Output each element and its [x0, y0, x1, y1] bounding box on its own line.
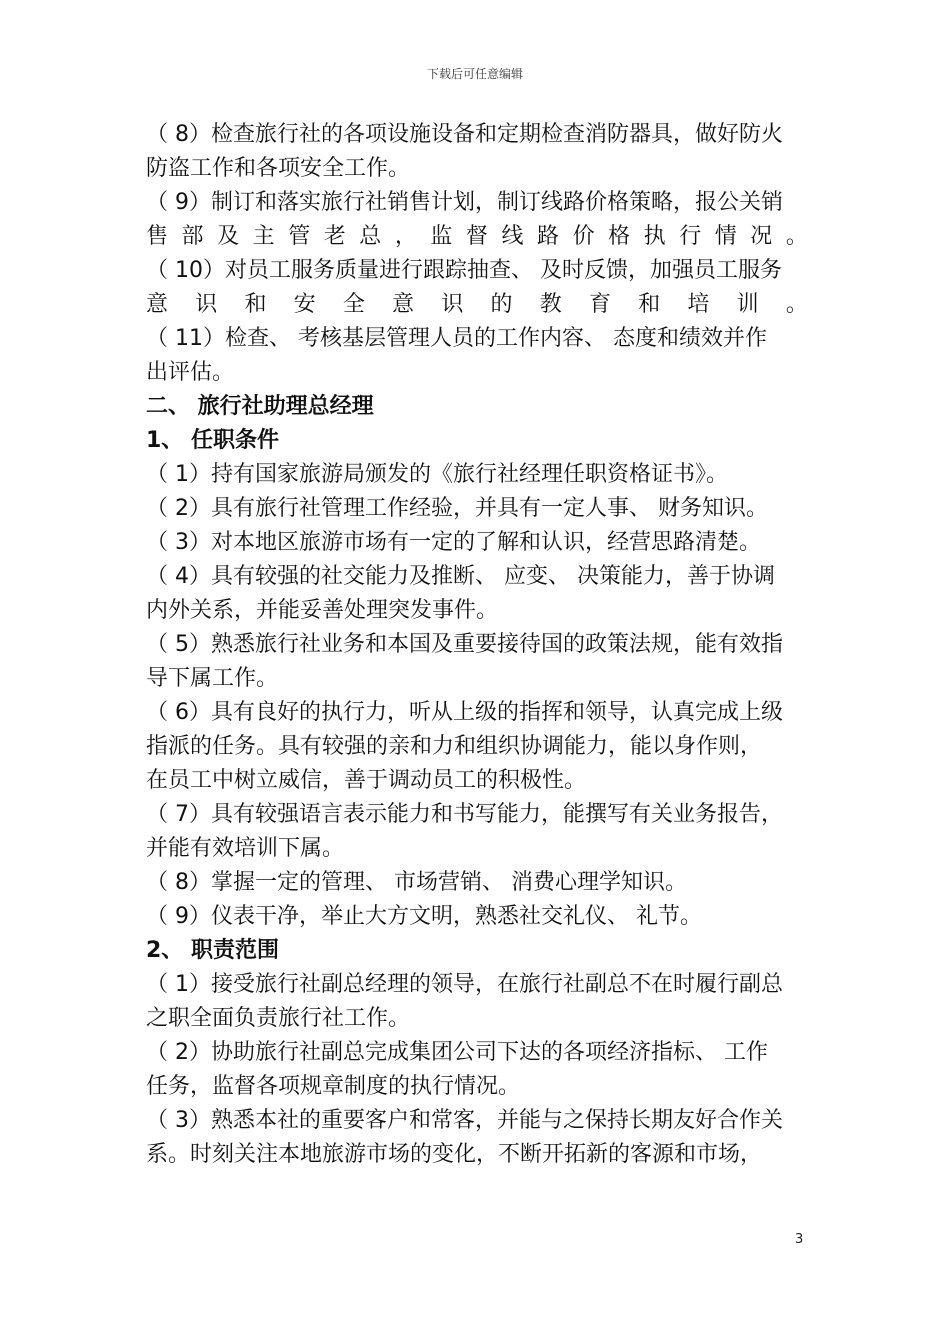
text-line: （ 3）熟悉本社的重要客户和常客，并能与之保持长期友好合作关 — [146, 1108, 783, 1133]
document-body — [146, 118, 808, 1172]
text-line: （ 5）熟悉旅行社业务和本国及重要接待国的政策法规，能有效指 — [146, 632, 783, 657]
text-line: （ 2）协助旅行社副总完成集团公司下达的各项经济指标、 工作 — [146, 1040, 768, 1065]
text-line: （ 7）具有较强语言表示能力和书写能力，能撰写有关业务报告， — [146, 802, 783, 827]
section-heading: 2、 职责范围 — [146, 938, 279, 963]
text-line: 在员工中树立威信，善于调动员工的积极性。 — [146, 768, 587, 793]
text-line: 售 部 及 主 管 老 总 ， 监 督 线 路 价 格 执 行 情 况 。 — [146, 224, 808, 249]
text-line: （ 8）掌握一定的管理、 市场营销、 消费心理学知识。 — [146, 870, 687, 895]
section-heading: 1、 任职条件 — [146, 428, 279, 453]
text-line: （ 2）具有旅行社管理工作经验，并具有一定人事、 财务知识。 — [146, 496, 768, 521]
text-line: （ 6）具有良好的执行力，听从上级的指挥和领导，认真完成上级 — [146, 700, 783, 725]
text-line: （ 1）持有国家旅游局颁发的《旅行社经理任职资格证书》。 — [146, 462, 728, 487]
text-line: （ 1）接受旅行社副总经理的领导，在旅行社副总不在时履行副总 — [146, 972, 783, 997]
text-line: 并能有效培训下属。 — [146, 836, 345, 861]
text-line: （ 9）制订和落实旅行社销售计划，制订线路价格策略，报公关销 — [146, 190, 783, 215]
text-line: 意 识 和 安 全 意 识 的 教 育 和 培 训 。 — [146, 292, 808, 317]
text-line: （ 10）对员工服务质量进行跟踪抽查、 及时反馈，加强员工服务 — [146, 258, 782, 283]
page-number: 3 — [795, 1232, 804, 1247]
text-line: 任务，监督各项规章制度的执行情况。 — [146, 1074, 521, 1099]
section-heading: 二、 旅行社助理总经理 — [146, 394, 374, 419]
text-line: 防盗工作和各项安全工作。 — [146, 156, 411, 181]
text-line: 系。时刻关注本地旅游市场的变化，不断开拓新的客源和市场， — [146, 1142, 763, 1167]
text-line: （ 9）仪表干净，举止大方文明，熟悉社交礼仪、 礼节。 — [146, 904, 702, 929]
text-line: 出评估。 — [146, 360, 235, 385]
text-line: （ 8）检查旅行社的各项设施设备和定期检查消防器具，做好防火 — [146, 122, 783, 147]
text-line: 导下属工作。 — [146, 666, 279, 691]
text-line: （ 3）对本地区旅游市场有一定的了解和认识，经营思路清楚。 — [146, 530, 761, 555]
text-line: （ 11）检查、 考核基层管理人员的工作内容、 态度和绩效并作 — [146, 326, 767, 351]
text-line: 指派的任务。具有较强的亲和力和组织协调能力，能以身作则， — [146, 734, 763, 759]
text-line: 内外关系，并能妥善处理突发事件。 — [146, 598, 499, 623]
text-line: 之职全面负责旅行社工作。 — [146, 1006, 411, 1031]
text-line: （ 4）具有较强的社交能力及推断、 应变、 决策能力，善于协调 — [146, 564, 775, 589]
page-header: 下载后可任意编辑 — [426, 67, 523, 81]
